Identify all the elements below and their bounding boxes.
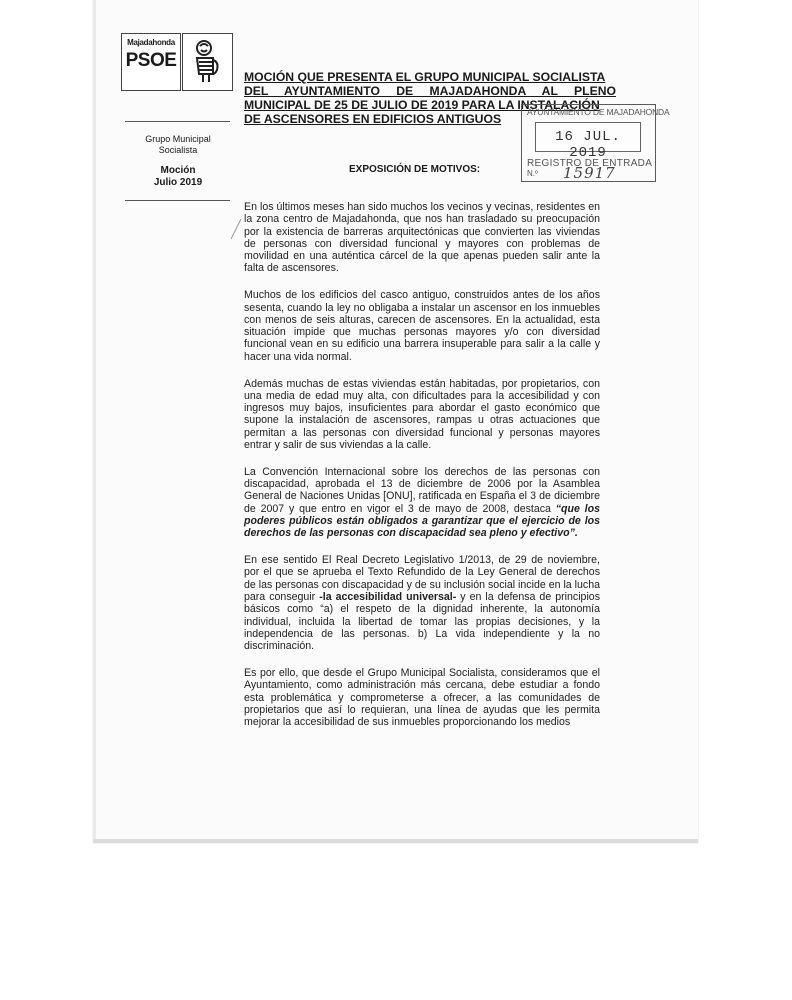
stamp-number-label: N.º bbox=[527, 169, 538, 178]
page-edge bbox=[93, 0, 96, 843]
sidebar-group-line-1: Grupo Municipal bbox=[145, 134, 211, 144]
psoe-logo bbox=[121, 33, 233, 91]
paragraph-4-quote: “que los poderes públicos están obligados a garantizar que el ejercicio de los derechos de las personas con discapacidad sea pleno y efectivo”. bbox=[244, 502, 600, 540]
section-heading: EXPOSICIÓN DE MOTIVOS: bbox=[349, 164, 481, 175]
paragraph-6: Es por ello, que desde el Grupo Municipal Socialista, consideramos que el Ayuntamiento, como administración más cercana, debe estudiar a fondo esta problemática y comprometerse a ofrecer, a las comunidades de propietarios que así lo requieran, una línea de ayudas que les permita mejorar la accesibilidad de sus inmuebles proporcionando los medios bbox=[244, 667, 600, 729]
paragraph-2: Muchos de los edificios del casco antiguo, construidos antes de los años sesenta, cuando la ley no obligaba a instalar un ascensor en los inmuebles con menos de seis alturas, carecen de ascensores. En la actualidad, esta situación impide que muchas personas mayores y/o con diversidad funcional vean en su edificio una barrera insuperable para salir a la calle y hacer una vida normal. bbox=[244, 289, 600, 363]
stamp-date: 16 JUL. 2019 bbox=[555, 129, 621, 161]
title-line-4: DE ASCENSORES EN EDIFICIOS ANTIGUOS bbox=[244, 112, 502, 126]
stamp-registry-label: REGISTRO DE ENTRADA bbox=[527, 158, 653, 169]
paragraph-1: En los últimos meses han sido muchos los vecinos y vecinas, residentes en la zona centro de Majadahonda, que nos han trasladado su preocupación por la existencia de barreras arquitectónicas que convierten las viviendas de personas con diversidad funcional y mayores con problemas de movilidad en una auténtica cárcel de la que apenas pueden salir ante la falta de ascensores. bbox=[244, 201, 600, 275]
sidebar-rule-bottom bbox=[125, 200, 230, 201]
stamp-office: AYUNTAMIENTO DE MAJADAHONDA bbox=[527, 107, 670, 117]
paragraph-3: Además muchas de estas viviendas están habitadas, por propietarios, con una media de edad muy alta, con dificultades para la accesibilidad y con ingresos muy bajos, insuficientes para abordar el gasto económico que supone la instalación de ascensores, rampas u otras actuaciones que permitan a las personas con diversidad funcional y personas mayores entrar y salir de sus viviendas a la calle. bbox=[244, 377, 600, 452]
sidebar-doc-type: Moción bbox=[160, 165, 196, 176]
logo-party-name: PSOE bbox=[125, 50, 177, 71]
document-body bbox=[244, 201, 600, 743]
title-line-3: MUNICIPAL DE 25 DE JULIO DE 2019 PARA LA INSTALACIÓN bbox=[244, 98, 600, 112]
title-line-1: MOCIÓN QUE PRESENTA EL GRUPO MUNICIPAL SOCIALISTA bbox=[244, 70, 606, 84]
paragraph-5 bbox=[244, 554, 600, 652]
page-bottom-edge bbox=[93, 839, 698, 843]
stamp-number: 15917 bbox=[563, 164, 616, 182]
sidebar-rule-top bbox=[125, 121, 230, 122]
stamp-date-box bbox=[535, 122, 641, 161]
logo-city-name: Majadahonda bbox=[127, 38, 175, 47]
pen-mark bbox=[228, 217, 244, 241]
title-line-2: DEL AYUNTAMIENTO DE MAJADAHONDA AL PLENO bbox=[244, 84, 616, 98]
sidebar-group-line-2: Socialista bbox=[158, 145, 198, 155]
paragraph-5-text-b: y en la defensa de principios básicos como “a) el respeto de la dignidad inherente, la autonomía individual, incluida la libertad de tomar las propias decisiones, y la independencia de las personas. b) La vida independiente y la no discriminación. bbox=[244, 591, 600, 653]
sidebar-group-name bbox=[120, 134, 236, 156]
paragraph-4 bbox=[244, 466, 600, 540]
fist-and-rose-icon bbox=[182, 33, 233, 91]
paragraph-5-text-a: En ese sentido El Real Decreto Legislativo 1/2013, de 29 de noviembre, por el que se aprueba el Texto Refundido de la Ley General de derechos de las personas con discapacidad y de su inclusión social incide en la lucha para conseguir bbox=[244, 554, 600, 604]
sidebar-date: Julio 2019 bbox=[153, 177, 203, 188]
paragraph-5-bold: -la accesibilidad universal- bbox=[319, 591, 457, 604]
psoe-wordmark-box bbox=[121, 33, 181, 91]
registry-stamp bbox=[521, 104, 670, 182]
paragraph-4-text: La Convención Internacional sobre los derechos de las personas con discapacidad, aprobada el 13 de diciembre de 2006 por la Asamblea General de Naciones Unidas [ONU], ratificada en España el 3 de diciembre de 2007 y que entro en vigor el 3 de mayo de 2008, destaca bbox=[244, 465, 600, 515]
